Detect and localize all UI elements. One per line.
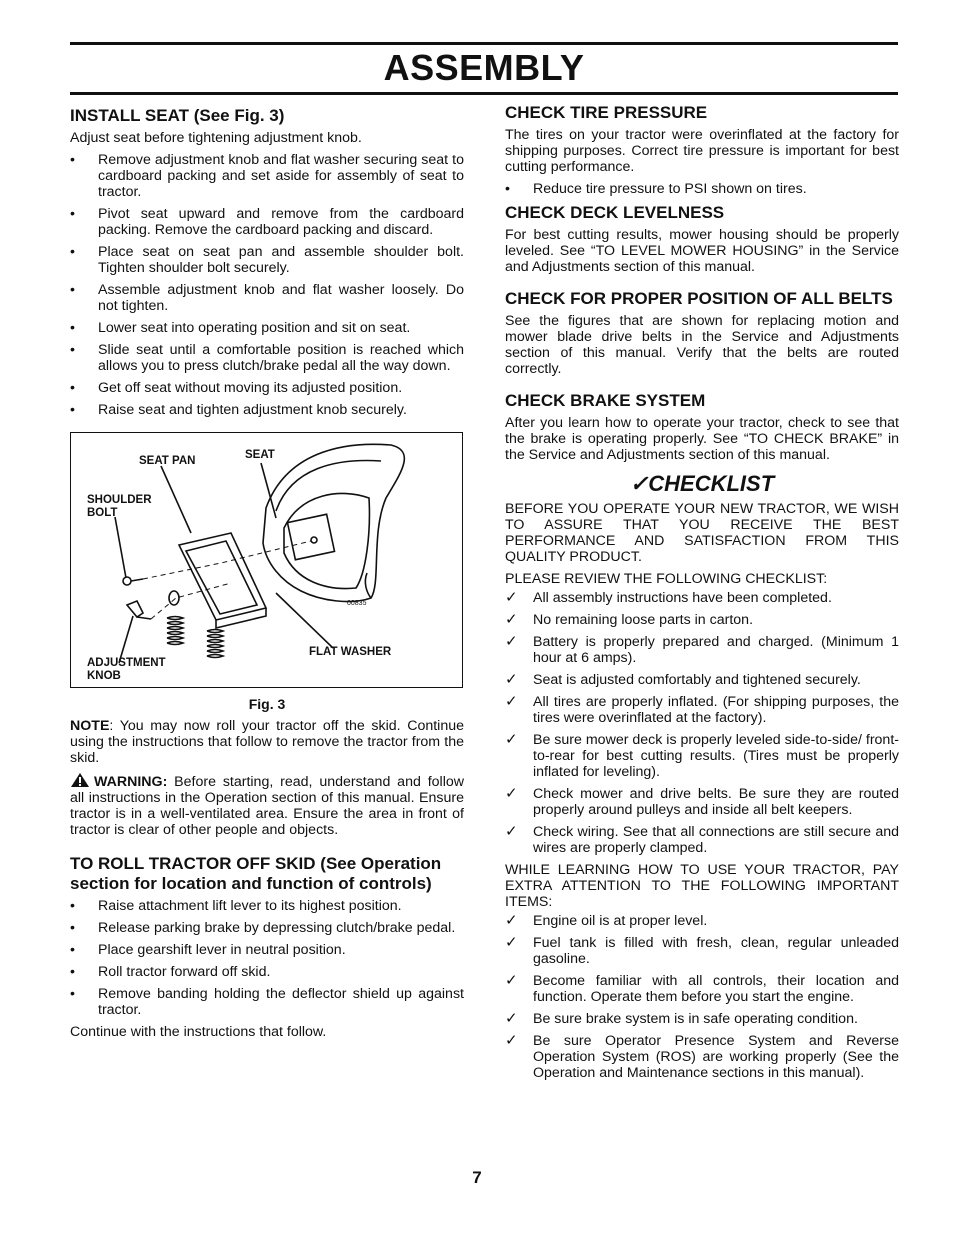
page-number: 7 — [472, 1168, 482, 1187]
note-paragraph: NOTE: You may now roll your tractor off the skid. Continue using the instructions that follow to remove the tractor from the skid. — [70, 718, 464, 766]
checklist-item: ✓ Seat is adjusted comfortably and tightened securely. — [505, 671, 861, 688]
bullet-marker: • — [70, 964, 75, 980]
install-seat-intro: Adjust seat before tightening adjustment knob. — [70, 130, 362, 146]
check-icon: ✓ — [505, 611, 518, 628]
tire-pressure-text: The tires on your tractor were overinflated at the factory for shipping purposes. Correct tire pressure is important for best cutting performance. — [505, 127, 899, 175]
check-icon: ✓ — [505, 1032, 518, 1049]
deck-levelness-text: For best cutting results, mower housing should be properly leveled. See “TO LEVEL MOWER HOUSING” in the Service and Adjustments section of this manual. — [505, 227, 899, 275]
label-adjustment-knob: ADJUSTMENT KNOB — [87, 657, 166, 682]
list-item: • Lower seat into operating position and sit on seat. — [70, 320, 411, 336]
bullet-marker: • — [70, 342, 75, 358]
list-item: • Raise attachment lift lever to its highest position. — [70, 898, 402, 914]
list-item: • Roll tractor forward off skid. — [70, 964, 271, 980]
check-icon: ✓ — [505, 731, 518, 748]
checklist-item: ✓ Become familiar with all controls, their location and function. Operate them before you start the engine. — [505, 972, 899, 1005]
checklist-item: ✓ Be sure brake system is in safe operating condition. — [505, 1010, 858, 1027]
list-item: • Raise seat and tighten adjustment knob securely. — [70, 402, 407, 418]
left-column — [70, 106, 464, 1046]
roll-tractor-closing: Continue with the instructions that follow. — [70, 1024, 327, 1040]
bullet-marker: • — [70, 152, 75, 168]
check-icon: ✓ — [505, 671, 518, 688]
list-item: • Remove adjustment knob and flat washer securing seat to cardboard packing and set aside for assembly of seat to tractor. — [70, 152, 464, 200]
note-label: NOTE — [70, 718, 110, 734]
page-title: ASSEMBLY — [383, 47, 585, 88]
right-column — [505, 103, 899, 1087]
label-seat: SEAT — [245, 449, 275, 461]
check-icon: ✓ — [505, 1010, 518, 1027]
bullet-marker: • — [70, 942, 75, 958]
check-icon: ✓ — [505, 589, 518, 606]
install-seat-heading: INSTALL SEAT (See Fig. 3) — [70, 106, 285, 125]
check-icon: ✓ — [505, 823, 518, 840]
seat-diagram — [71, 433, 462, 687]
bullet-marker: • — [70, 898, 75, 914]
check-icon: ✓ — [505, 693, 518, 710]
check-icon: ✓ — [505, 785, 518, 802]
list-item: • Assemble adjustment knob and flat washer loosely. Do not tighten. — [70, 282, 464, 314]
learning-items — [505, 913, 899, 1081]
list-item: • Release parking brake by depressing clutch/brake pedal. — [70, 920, 456, 936]
figure-caption: Fig. 3 — [248, 696, 286, 712]
checklist-item: ✓ Engine oil is at proper level. — [505, 912, 708, 929]
seat-assembly-figure — [70, 432, 463, 688]
checklist-title: ✓CHECKLIST — [629, 471, 775, 496]
brake-text: After you learn how to operate your tractor, check to see that the brake is operating properly. See “TO CHECK BRAKE” in the Service and Adjustments section of this manual. — [505, 415, 899, 463]
bullet-marker: • — [70, 206, 75, 222]
checklist-item: ✓ Check wiring. See that all connections are still secure and wires are properly clamped. — [505, 823, 899, 856]
checklist-item: ✓ Check mower and drive belts. Be sure they are routed properly around pulleys and inside all belt keepers. — [505, 785, 899, 818]
learning-intro: WHILE LEARNING HOW TO USE YOUR TRACTOR, PAY EXTRA ATTENTION TO THE FOLLOWING IMPORTANT ITEMS: — [505, 862, 899, 910]
brake-heading: CHECK BRAKE SYSTEM — [505, 391, 706, 410]
bullet-marker: • — [70, 380, 75, 396]
checklist-item: ✓ Be sure Operator Presence System and Reverse Operation System (ROS) are working properly (See the Operation and Maintenance sections in this manual). — [505, 1032, 899, 1081]
roll-tractor-heading: TO ROLL TRACTOR OFF SKID (See Operation section for location and function of controls) — [70, 854, 442, 893]
warning-label: WARNING: — [94, 774, 168, 790]
roll-tractor-list — [70, 898, 464, 1018]
list-item: • Reduce tire pressure to PSI shown on tires. — [505, 181, 807, 197]
label-seat-pan: SEAT PAN — [139, 455, 196, 467]
checklist-item: ✓ Battery is properly prepared and charged. (Minimum 1 hour at 6 amps). — [505, 633, 899, 666]
list-item: • Remove banding holding the deflector shield up against tractor. — [70, 986, 464, 1018]
bullet-marker: • — [70, 920, 75, 936]
warning-icon — [70, 772, 90, 788]
warning-paragraph: WARNING: Before starting, read, understand and follow all instructions in the Operation section of this manual. Ensure tractor is in a well-ventilated area. Ensure the area in front of tractor is clear of other people and objects. — [70, 774, 464, 838]
checklist-item: ✓ Fuel tank is filled with fresh, clean, regular unleaded gasoline. — [505, 934, 899, 967]
list-item: • Place seat on seat pan and assemble shoulder bolt. Tighten shoulder bolt securely. — [70, 244, 464, 276]
belts-heading: CHECK FOR PROPER POSITION OF ALL BELTS — [505, 289, 893, 308]
checklist-items — [505, 590, 899, 856]
install-seat-list — [70, 152, 464, 418]
list-item: • Slide seat until a comfortable position is reached which allows you to press clutch/brake pedal all the way down. — [70, 342, 464, 374]
checklist-item: ✓ All assembly instructions have been completed. — [505, 589, 832, 606]
label-shoulder-bolt: SHOULDER BOLT — [87, 494, 152, 519]
title-rule — [70, 92, 898, 95]
checklist-item: ✓ All tires are properly inflated. (For shipping purposes, the tires were overinflated at the factory). — [505, 693, 899, 726]
bullet-marker: • — [70, 402, 75, 418]
bullet-marker: • — [70, 244, 75, 260]
check-icon: ✓ — [505, 633, 518, 650]
checklist-intro: BEFORE YOU OPERATE YOUR NEW TRACTOR, WE WISH TO ASSURE THAT YOU RECEIVE THE BEST PERFORMANCE AND SATISFACTION FROM THIS QUALITY PRODUCT. — [505, 501, 899, 565]
deck-levelness-heading: CHECK DECK LEVELNESS — [505, 203, 725, 222]
label-flat-washer: FLAT WASHER — [309, 646, 392, 658]
label-part-code: 00835 — [347, 600, 367, 607]
tire-pressure-list — [505, 181, 899, 197]
bullet-marker: • — [505, 181, 510, 197]
checklist-review: PLEASE REVIEW THE FOLLOWING CHECKLIST: — [505, 571, 828, 587]
list-item: • Get off seat without moving its adjusted position. — [70, 380, 403, 396]
checklist-item: ✓ No remaining loose parts in carton. — [505, 611, 754, 628]
checklist-item: ✓ Be sure mower deck is properly leveled side-to-side/ front-to-rear for best cutting results. (Tires must be properly inflated for leveling). — [505, 731, 899, 780]
check-icon: ✓ — [505, 934, 518, 951]
bullet-marker: • — [70, 282, 75, 298]
bullet-marker: • — [70, 320, 75, 336]
list-item: • Pivot seat upward and remove from the cardboard packing. Remove the cardboard packing and discard. — [70, 206, 464, 238]
list-item: • Place gearshift lever in neutral position. — [70, 942, 346, 958]
bullet-marker: • — [70, 986, 75, 1002]
check-icon: ✓ — [505, 972, 518, 989]
tire-pressure-heading: CHECK TIRE PRESSURE — [505, 103, 708, 122]
belts-text: See the figures that are shown for replacing motion and mower blade drive belts in the Service and Adjustments section of this manual. Verify that the belts are routed correctly. — [505, 313, 899, 377]
check-icon: ✓ — [505, 912, 518, 929]
